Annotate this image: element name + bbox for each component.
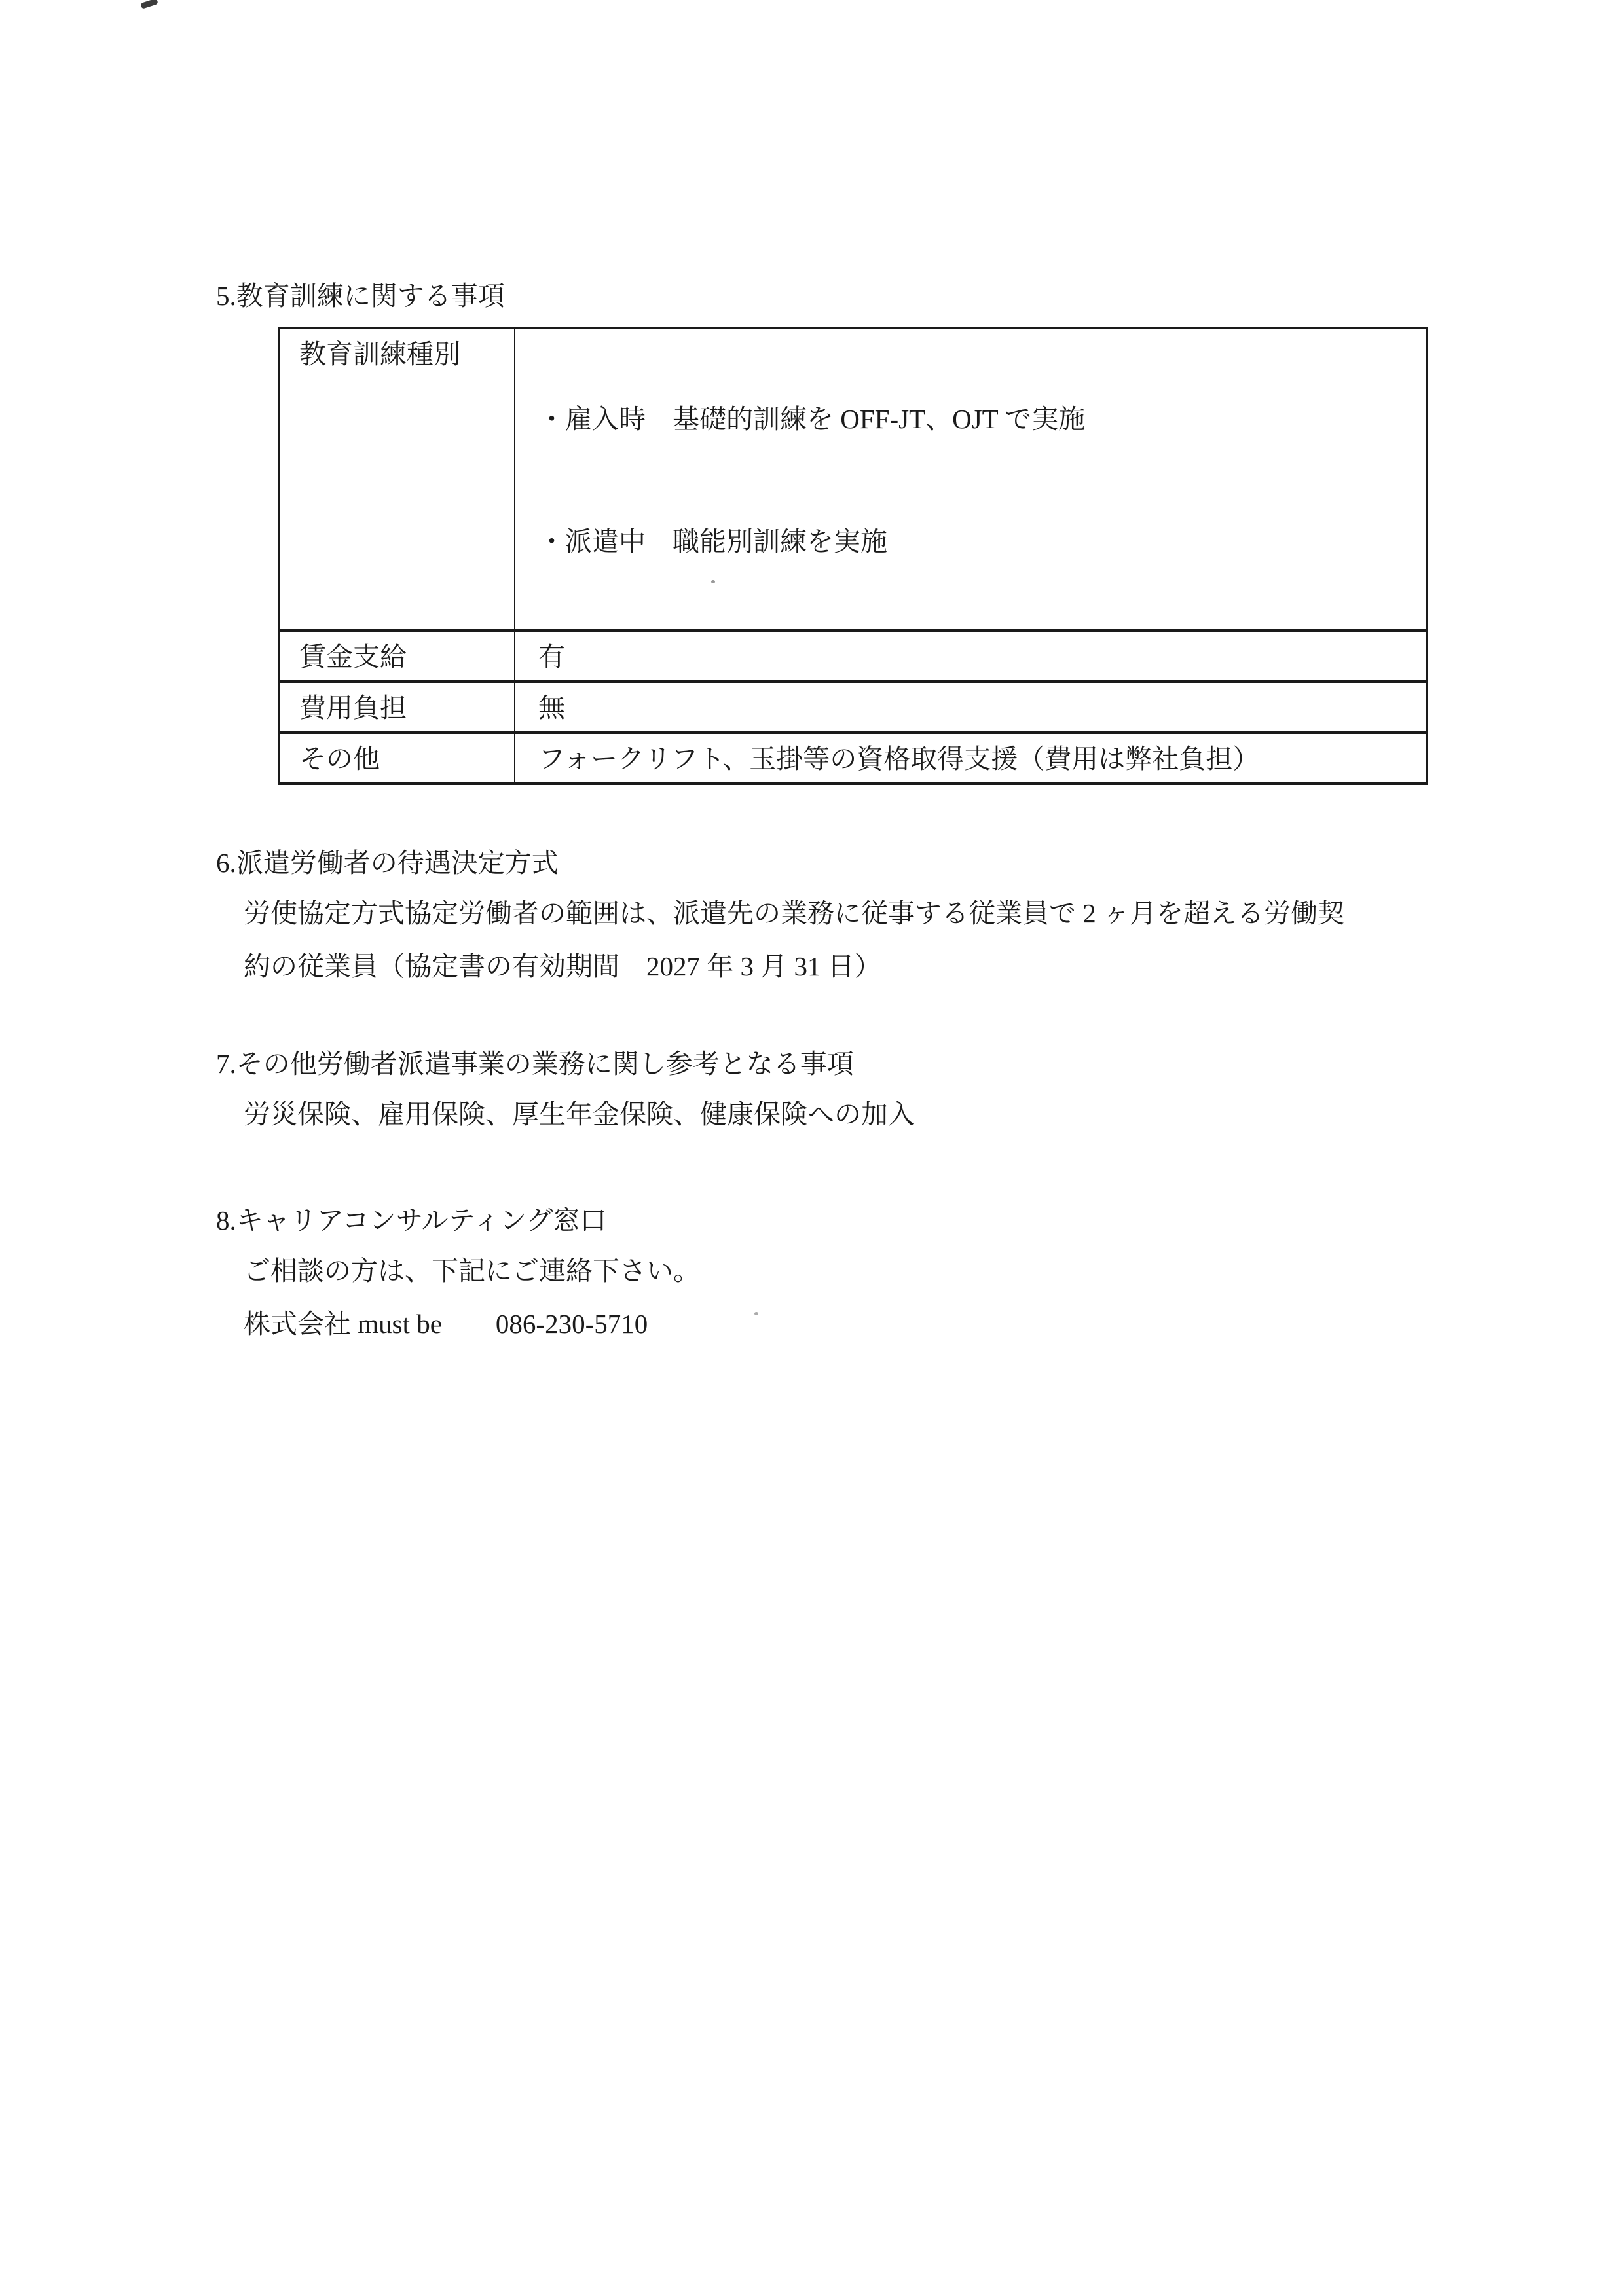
- section-career-consulting: [216, 1205, 1434, 1341]
- section-treatment-decision: [216, 847, 1434, 983]
- education-training-table: [278, 327, 1428, 785]
- training-type-line2: ・派遣中 職能別訓練を実施: [538, 526, 887, 557]
- row-label-other: その他: [279, 733, 515, 784]
- section6-heading: 6.派遣労働者の待遇決定方式: [216, 847, 559, 878]
- section8-contact-line: 株式会社 must be 086-230-5710: [244, 1309, 648, 1339]
- table-row-training-type: [279, 328, 1427, 630]
- table-row-cost-burden: [279, 682, 1427, 733]
- section5-heading: 5.教育訓練に関する事項: [216, 281, 505, 311]
- section7-heading: 7.その他労働者派遣事業の業務に関し参考となる事項: [216, 1049, 854, 1080]
- row-label-cost-burden: 費用負担: [279, 682, 515, 733]
- section8-body-line1: ご相談の方は、下記にご連絡下さい。: [244, 1255, 700, 1286]
- training-type-line1: ・雇入時 基礎的訓練を OFF-JT、OJT で実施: [538, 403, 1086, 434]
- document-content: [216, 280, 1434, 1340]
- section-education-training: [216, 280, 1434, 785]
- section6-body-line2: 約の従業員（協定書の有効期間 2027 年 3 月 31 日）: [244, 951, 881, 982]
- section-reference-matters: [216, 1048, 1434, 1131]
- table-row-wage-payment: [279, 630, 1427, 682]
- scan-artifact-mark: [140, 0, 158, 9]
- row-label-training-type: 教育訓練種別: [279, 328, 515, 630]
- section8-heading: 8.キャリアコンサルティング窓口: [216, 1205, 607, 1235]
- section7-body-line1: 労災保険、雇用保険、厚生年金保険、健康保険への加入: [244, 1099, 915, 1130]
- row-value-wage-payment: 有: [515, 630, 1427, 682]
- row-value-cost-burden: 無: [515, 682, 1427, 733]
- row-label-wage-payment: 賃金支給: [279, 630, 515, 682]
- row-value-training-type: [515, 328, 1427, 630]
- row-value-other: フォークリフト、玉掛等の資格取得支援（費用は弊社負担）: [515, 733, 1427, 784]
- section6-body-line1: 労使協定方式協定労働者の範囲は、派遣先の業務に従事する従業員で 2 ヶ月を超える労働契: [244, 898, 1344, 928]
- table-row-other: [279, 733, 1427, 784]
